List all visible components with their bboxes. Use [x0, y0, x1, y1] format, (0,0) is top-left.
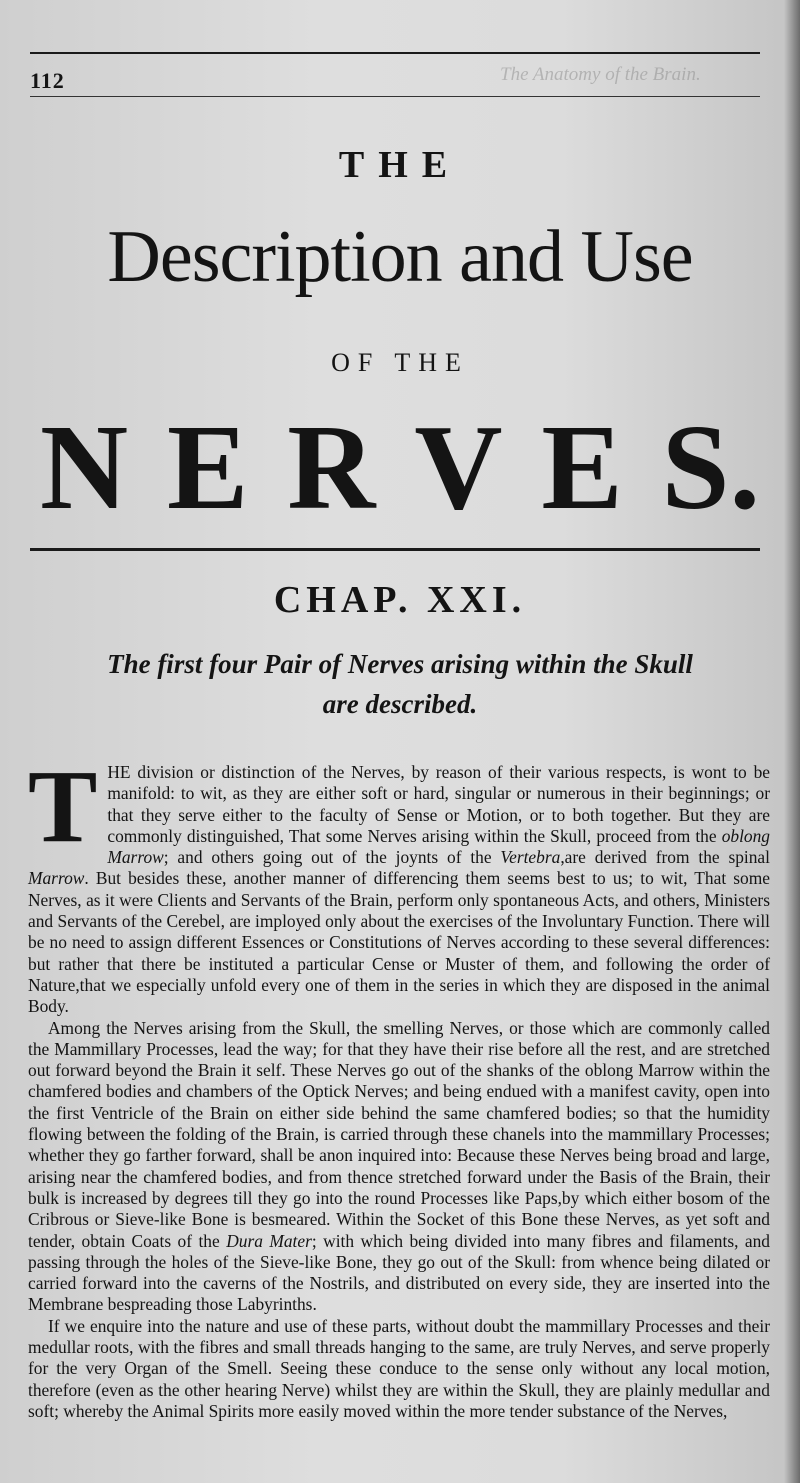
- title-of-the: OF THE: [331, 348, 469, 377]
- title-nerves: [40, 398, 760, 538]
- title-nerves-letter: V: [414, 400, 503, 535]
- running-head-bleedthrough: The Anatomy of the Brain.: [500, 64, 701, 85]
- section-rule: [30, 548, 760, 551]
- title-the: THE: [338, 144, 462, 186]
- page-number: 112: [30, 68, 65, 93]
- paragraph: THE division or distinction of the Nerves, by reason of their various respects, is wont to be manifold: to wit, as they are either soft or hard, singular or numerous in their beginnings; or that they serve either to the faculty of Sense or Motion, or to both together. But they are commonly distinguished, That some Nerves arising within the Skull, proceed from the oblong Marrow; and others going out of the joynts of the Vertebra,are derived from the spinal Marrow. But besides these, another manner of differencing them seems best to us; to wit, That some Nerves, as it were Clients and Servants of the Brain, perform only spontaneous Acts, and others, Ministers and Servants of the Cerebel, are imployed only about the exercises of the Involuntary Function. There will be no need to assign different Essences or Constitutions of Nerves according to these several differences: but rather that there be instituted a particular Cense or Muster of them, and following the order of Nature,that we especially unfold every one of them in the series in which they are disposed in the animal Body.: [28, 749, 770, 1017]
- drop-cap: T: [28, 749, 98, 864]
- paragraph: Among the Nerves arising from the Skull, the smelling Nerves, or those which are commonly called the Mammillary Processes, lead the way; for that they have their rise before all the rest, and are stretched out forward beyond the Brain it self. These Nerves go out of the shanks of the oblong Marrow within the chamfered bodies and chambers of the Optick Nerves; and being endued with a manifest cavity, open into the first Ventricle of the Brain on either side behind the same chamfered bodies; so that the humidity flowing between the folding of the Brain, is carried through these chanels into the mammillary Processes; whether they go farther forward, shall be anon inquired into: Because these Nerves being broad and large, arising near the chamfered bodies, and from thence stretched forward under the Basis of the Brain, their bulk is increased by degrees till they go into the round Processes like Paps,by which either bosom of the Cribrous or Sieve-like Bone is besmeared. Within the Socket of this Bone these Nerves, as yet soft and tender, obtain Coats of the Dura Mater; with which being divided into many fibres and filaments, and passing through the holes of the Sieve-like Bone, they go out of the Skull: from whence being dilated or carried forward into the caverns of the Nostrils, and distributed on every side, they are inserted into the Membrane bespreading those Labyrinths.: [28, 1017, 770, 1315]
- chapter-heading: CHAP. XXI.: [273, 579, 527, 621]
- title-main: Description and Use: [107, 216, 693, 298]
- title-nerves-letter: E: [541, 400, 623, 535]
- title-nerves-letter: N: [40, 400, 129, 535]
- title-nerves-letter: S.: [661, 400, 760, 535]
- chapter-subtitle: The first four Pair of Nerves arising within the Skull are described.: [107, 649, 693, 719]
- header-rule: [30, 52, 760, 54]
- body-text: [28, 749, 770, 1422]
- title-nerves-letter: E: [167, 400, 249, 535]
- header-rule-lower: [30, 96, 760, 97]
- title-nerves-letter: R: [287, 400, 376, 535]
- paragraph: If we enquire into the nature and use of these parts, without doubt the mammillary Processes and their medullar roots, with the fibres and small threads hanging to the same, are truly Nerves, and serve properly for the very Organ of the Smell. Seeing these conduce to the sense only without any local motion, therefore (even as the other hearing Nerve) whilst they are within the Skull, they are plainly medullar and soft; whereby the Animal Spirits more easily moved within the more tender substance of the Nerves,: [28, 1315, 770, 1421]
